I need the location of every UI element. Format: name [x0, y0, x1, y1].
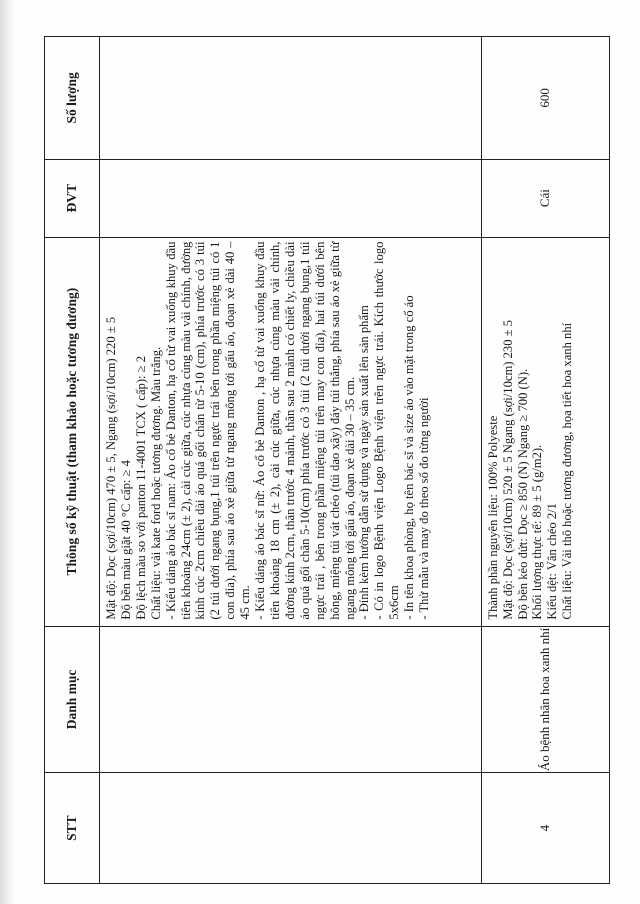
spec-line: Kiểu dệt: Vân chéo 2/1	[545, 503, 560, 620]
spec-line: Mật độ: Dọc (sợi/10cm) 470 ± 5, Ngang (sợi/10cm) 220 ± 5	[104, 316, 118, 620]
header-danh-muc: Danh mục	[45, 626, 100, 773]
prev-danh-muc-cell	[100, 626, 482, 773]
item4-specs-cell	[481, 237, 609, 626]
header-row	[45, 37, 100, 884]
item4-dvt: Cái	[481, 159, 609, 237]
table-row-item-4	[481, 37, 609, 884]
header-so-luong: Số lượng	[45, 37, 100, 160]
spec-line: - Có in logo Bệnh viện Logo Bệnh viện trên ngực trái. Kích thước logo 5x6cm	[372, 241, 402, 620]
header-stt: STT	[45, 773, 100, 884]
spec-table	[44, 36, 610, 884]
spec-line: - Thử mẫu và may đo theo số đo từng người	[417, 397, 432, 620]
prev-stt-cell	[100, 773, 482, 884]
header-thong-so: Thông số kỹ thuật (tham khảo hoặc tương đương)	[45, 237, 100, 626]
spec-line: Thành phần nguyên liệu: 100% Polyeste	[485, 415, 500, 620]
item4-danh-muc: Áo bệnh nhân hoa xanh nhí	[481, 626, 609, 773]
table-row-prev-continuation	[100, 37, 482, 884]
spec-line: Độ bền kéo đứt: Dọc ≥ 850 (N) Ngang ≥ 700 (N).	[515, 368, 530, 620]
spec-line: - Kiểu dáng áo bác sĩ nữ: Áo cổ bẻ Danton , hạ cổ từ vai xuống khuy đầu tiên khoảng 18 cm (± 2), cài cúc giữa, cúc nhựa cùng màu vải chính, đường kính 2cm, thân trước 4 mảnh, thân sau 2 mảnh có chiết ly, chiều dài áo quá gối chân 5-10(cm) phía trước có 3 túi (2 túi dưới ngang bụng,1 túi ngực trái , bên trong phần miệng túi trên may con đỉa), hai túi dưới bên hông, miệng túi vát chéo (túi dao xây) đáy túi thẳng, phía sau áo xẻ giữa từ ngang mông tới gấu áo, đoạn xẻ dài 30 – 35 cm.	[253, 241, 357, 620]
spec-line: Mật độ: Dọc (sợi/10cm) 520 ± 5 Ngang (sợi/10cm) 230 ± 5	[500, 320, 515, 620]
header-dvt: ĐVT	[45, 159, 100, 237]
spec-line: Chất liệu: Vải thô hoặc tương đương, họa tiết hoa xanh nhí	[560, 322, 575, 620]
prev-dvt-cell	[100, 159, 482, 237]
prev-so-luong-cell	[100, 37, 482, 160]
spec-line: Độ lệch màu so với panton 11-4001 TCX ( cấp): ≥ 2	[133, 355, 148, 620]
spec-line: - In tên khoa phòng, họ tên bác sĩ và size áo vào mặt trong cổ áo	[402, 295, 417, 620]
spec-line: - Kiểu dáng áo bác sĩ nam: Áo cổ bẻ Danton, hạ cổ từ vai xuống khuy đầu tiên khoảng 24cm (± 2), cài cúc giữa, cúc nhựa cùng màu vải chính, đường kính cúc 2cm chiều dài áo quá gối chân từ 5-10 (cm), phía trước có 3 túi (2 túi dưới ngang bụng,1 túi trên ngực trái bên trong phần miệng túi có 1 con đỉa), phía sau áo xẻ giữa từ ngang mông tới gấu áo, đoạn xẻ dài 40 – 45 cm.	[163, 241, 253, 620]
spec-line: Khối lượng thực tế: 89 ± 5 (g/m2).	[530, 444, 545, 620]
spec-line: - Đính kèm hướng dẫn sử dụng và ngày sản xuất lên sản phẩm	[357, 305, 372, 620]
rotated-table-wrapper	[44, 36, 610, 884]
prev-specs-cell	[100, 237, 482, 626]
item4-so-luong: 600	[481, 37, 609, 160]
item4-stt: 4	[481, 773, 609, 884]
spec-line: Độ bền màu giặt 40 °C cấp: ≥ 4	[118, 460, 133, 620]
spec-line: Chất liệu: vải kate ford hoặc tương đương. Màu trắng.	[148, 346, 163, 620]
